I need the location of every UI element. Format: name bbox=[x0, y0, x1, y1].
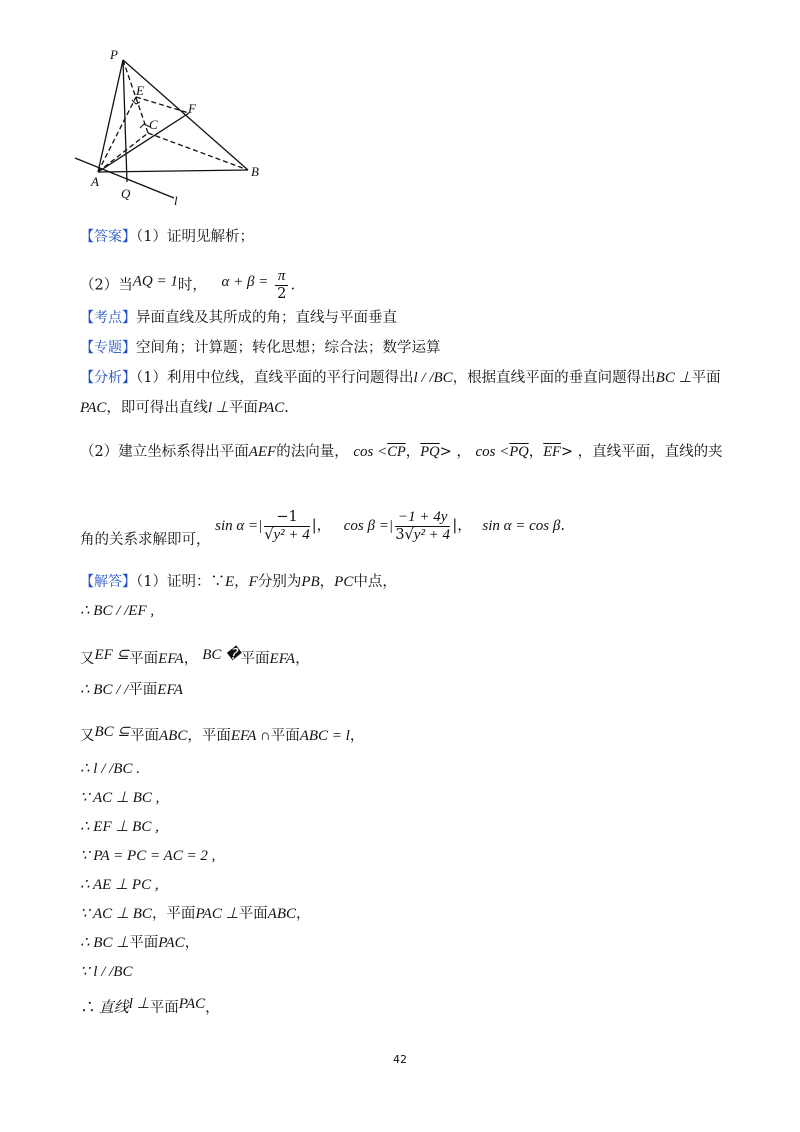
jieda-line-4: ∴ BC / /平面EFA bbox=[80, 682, 183, 698]
label-B: B bbox=[251, 164, 259, 179]
jieda-tag: 【解答】 bbox=[80, 574, 136, 590]
fenxi-line-1: 【分析】（1）利用中位线，直线平面的平行问题得出l / /BC，根据直线平面的垂直问题得出BC ⊥平面 bbox=[80, 370, 721, 386]
geometry-figure bbox=[70, 40, 270, 215]
label-l: l bbox=[174, 193, 178, 208]
jieda-line-1: 【解答】（1）证明：∵E，F分别为PB，PC中点， bbox=[80, 574, 397, 590]
jieda-line-7: ∵ AC ⊥ BC , bbox=[80, 790, 160, 806]
fraction-sin-alpha: $\frac{-1}{\text{√y² + 4}}$ bbox=[264, 508, 310, 543]
jieda-line-5: 又BC ⊆平面ABC，平面EFA ∩平面ABC = l， bbox=[80, 724, 365, 744]
jieda-line-14: ∴ 直线l ⊥平面PAC， bbox=[80, 996, 220, 1016]
answer-line-1: 【答案】（1）证明见解析； bbox=[80, 229, 254, 245]
fenxi-line-3: （2）建立坐标系得出平面AEF的法向量， $\cos <\overline{CP}$，$\overline{PQ}>$ ， $\cos <\overline{PQ}$，$\overline{EF}>$ ，直线平面，直线的夹 bbox=[80, 444, 723, 460]
fenxi-line-2: PAC，即可得出直线l ⊥平面PAC. bbox=[80, 400, 289, 416]
jieda-line-13: ∵ l / /BC bbox=[80, 964, 133, 980]
label-C: C bbox=[149, 117, 158, 132]
label-P: P bbox=[110, 47, 118, 62]
jieda-line-11: ∵ AC ⊥ BC，平面PAC ⊥平面ABC， bbox=[80, 906, 311, 922]
jieda-line-6: ∴ l / /BC . bbox=[80, 761, 140, 777]
fenxi-line-4: 角的关系求解即可， sin α =| $\frac{-1}{\text{√y² + 4}}$ |， cos β =| $\frac{-1 + 4y}{\text{3√y² + 4}}$ |， sin α = cos β. bbox=[80, 508, 565, 548]
label-F: F bbox=[188, 101, 196, 116]
answer-line-2: （2）当AQ = 1时， α + β = $\frac{\pi}{2}$ . bbox=[80, 268, 296, 302]
jieda-line-8: ∴ EF ⊥ BC , bbox=[80, 819, 159, 835]
kaodian-line: 【考点】异面直线及其所成的角；直线与平面垂直 bbox=[80, 310, 397, 326]
zhuanti-tag: 【专题】 bbox=[80, 340, 136, 356]
fraction-pi-over-2: $\frac{\pi}{2}$ bbox=[275, 268, 289, 303]
label-Q: Q bbox=[121, 186, 131, 201]
jieda-line-2: ∴ BC / /EF , bbox=[80, 603, 155, 619]
jieda-line-10: ∴ AE ⊥ PC , bbox=[80, 877, 159, 893]
fraction-cos-beta: $\frac{-1 + 4y}{\text{3√y² + 4}}$ bbox=[395, 508, 451, 543]
jieda-line-12: ∴ BC ⊥平面PAC， bbox=[80, 935, 200, 951]
label-E: E bbox=[136, 83, 144, 98]
page-number: 42 bbox=[393, 1053, 407, 1066]
jieda-line-3: 又EF ⊆平面EFA， BC �平面EFA， bbox=[80, 647, 310, 667]
zhuanti-line: 【专题】空间角；计算题；转化思想；综合法；数学运算 bbox=[80, 340, 441, 356]
fenxi-tag: 【分析】 bbox=[80, 370, 136, 386]
kaodian-tag: 【考点】 bbox=[80, 310, 136, 326]
answer-tag: 【答案】 bbox=[80, 229, 136, 245]
jieda-line-9: ∵ PA = PC = AC = 2 , bbox=[80, 848, 216, 864]
label-A: A bbox=[91, 174, 99, 189]
